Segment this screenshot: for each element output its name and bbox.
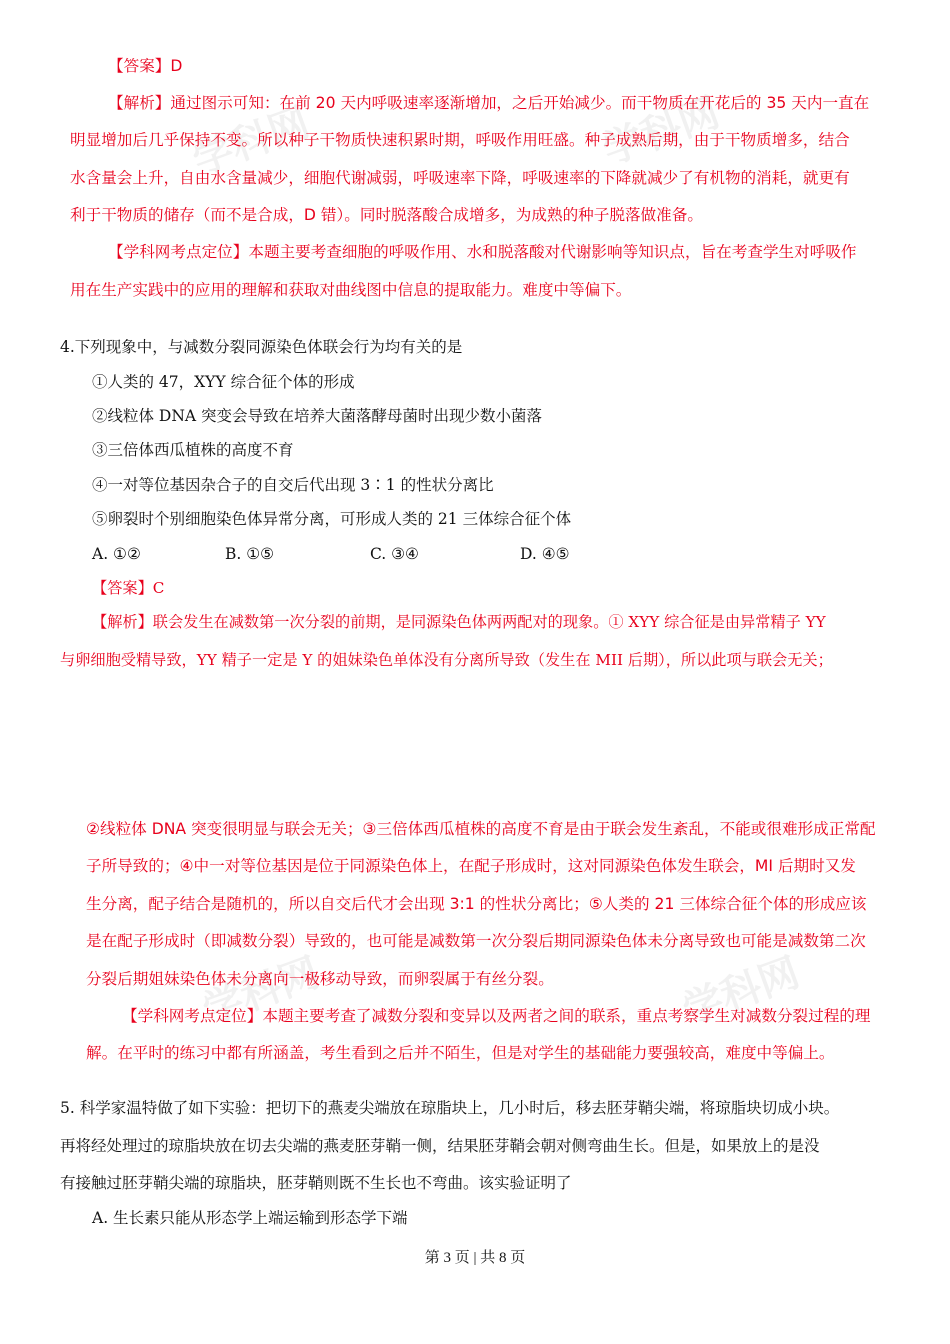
text-line: B. ①⑤: [225, 545, 275, 563]
text-line: ②线粒体 DNA 突变很明显与联会无关；③三倍体西瓜植株的高度不育是由于联会发生紊乱，不能或很难形成正常配: [86, 820, 876, 838]
text-line: ①人类的 47，XYY 综合征个体的形成: [92, 373, 355, 391]
watermark: 学科网: [186, 99, 316, 184]
text-line: 【解析】通过图示可知：在前 20 天内呼吸速率逐渐增加，之后开始减少。而干物质在开花后的 35 天内一直在: [108, 94, 870, 112]
text-line: 子所导致的；④中一对等位基因是位于同源染色体上，在配子形成时，这对同源染色体发生联会，MI 后期时又发: [86, 857, 856, 875]
text-line: 是在配子形成时（即减数分裂）导致的，也可能是减数第一次分裂后期同源染色体未分离导致也可能是减数第二次: [86, 932, 866, 950]
watermark: 学科网: [596, 89, 726, 174]
text-line: ④一对等位基因杂合子的自交后代出现 3∶1 的性状分离比: [92, 476, 494, 494]
text-line: 4.下列现象中，与减数分裂同源染色体联会行为均有关的是: [60, 338, 463, 356]
text-line: 与卵细胞受精导致，YY 精子一定是 Y 的姐妹染色单体没有分离所导致（发生在 MII 后期），所以此项与联会无关；: [60, 651, 833, 669]
text-line: 【学科网考点定位】本题主要考查了减数分裂和变异以及两者之间的联系，重点考察学生对减数分裂过程的理: [122, 1007, 871, 1025]
text-line: 再将经处理过的琼脂块放在切去尖端的燕麦胚芽鞘一侧，结果胚芽鞘会朝对侧弯曲生长。但是，如果放上的是没: [60, 1137, 820, 1155]
text-line: 生分离，配子结合是随机的，所以自交后代才会出现 3:1 的性状分离比；⑤人类的 21 三体综合征个体的形成应该: [86, 895, 867, 913]
watermark: 学科网: [196, 949, 326, 1034]
text-line: 【学科网考点定位】本题主要考查细胞的呼吸作用、水和脱落酸对代谢影响等知识点，旨在考查学生对呼吸作: [108, 243, 857, 261]
text-line: 利于干物质的储存（而不是合成，D 错）。同时脱落酸合成增多，为成熟的种子脱落做准备。: [70, 206, 703, 224]
text-line: ②线粒体 DNA 突变会导致在培养大菌落酵母菌时出现少数小菌落: [92, 407, 543, 425]
text-line: 【答案】C: [92, 579, 165, 597]
text-line: ⑤卵裂时个别细胞染色体异常分离，可形成人类的 21 三体综合征个体: [92, 510, 572, 528]
text-line: 分裂后期姐妹染色体未分离向一极移动导致，而卵裂属于有丝分裂。: [86, 970, 554, 988]
text-line: D. ④⑤: [520, 545, 570, 563]
text-line: A. ①②: [92, 545, 141, 563]
text-line: 【答案】D: [108, 57, 183, 75]
text-line: 有接触过胚芽鞘尖端的琼脂块，胚芽鞘则既不生长也不弯曲。该实验证明了: [60, 1174, 572, 1192]
text-line: 用在生产实践中的应用的理解和获取对曲线图中信息的提取能力。难度中等偏下。: [70, 281, 632, 299]
text-line: 水含量会上升，自由水含量减少，细胞代谢减弱，呼吸速率下降，呼吸速率的下降就减少了有机物的消耗，就更有: [70, 169, 850, 187]
page-footer: 第 3 页 | 共 8 页: [424, 1250, 526, 1266]
text-line: ③三倍体西瓜植株的高度不育: [92, 441, 294, 459]
text-line: 【解析】联会发生在减数第一次分裂的前期，是同源染色体两两配对的现象。① XYY 综合征是由异常精子 YY: [92, 613, 826, 631]
text-line: 解。在平时的练习中都有所涵盖，考生看到之后并不陌生，但是对学生的基础能力要强较高，难度中等偏上。: [86, 1044, 835, 1062]
watermark: 学科网: [676, 949, 806, 1034]
text-line: A. 生长素只能从形态学上端运输到形态学下端: [92, 1209, 408, 1227]
text-line: 明显增加后几乎保持不变。所以种子干物质快速积累时期，呼吸作用旺盛。种子成熟后期，由于干物质增多，结合: [70, 131, 850, 149]
text-line: C. ③④: [370, 545, 419, 563]
text-line: 5. 科学家温特做了如下实验：把切下的燕麦尖端放在琼脂块上，几小时后，移去胚芽鞘尖端，将琼脂块切成小块。: [60, 1099, 840, 1117]
